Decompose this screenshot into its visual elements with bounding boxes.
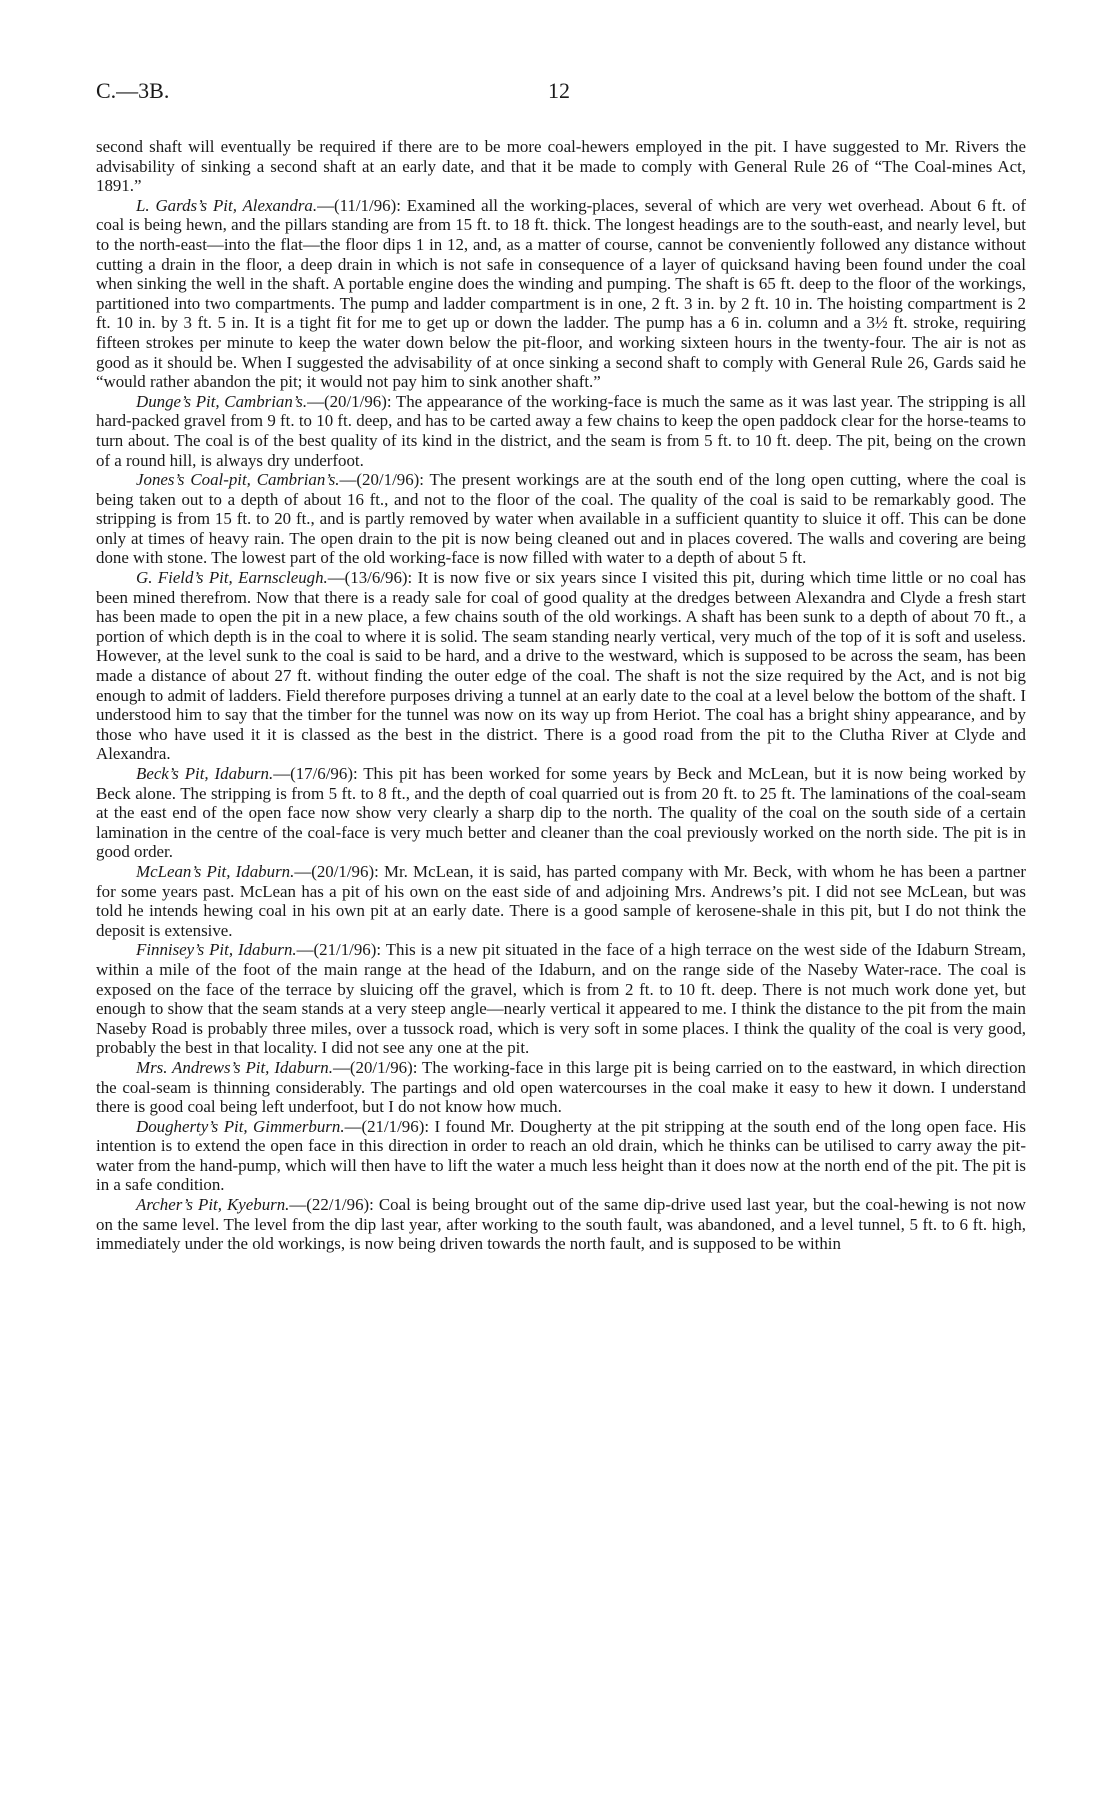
pit-report: —(11/1/96): Examined all the working-places, several of which are very wet overhead. About 6 ft. of coal is being hewn, and the pillars standing are from 15 ft. to 18 ft. thick. The longest headings are to the south-east, and nearly level, but to the north-east—into the flat—the floor dips 1 in 12, and, as a matter of course, cannot be conveniently followed any distance without cutting a drain in the floor, a deep drain in which is not safe in consequence of a layer of quicksand having been found under the coal when sinking the well in the shaft. A portable engine does the winding and pumping. The shaft is 65 ft. deep to the floor of the workings, partitioned into two compartments. The pump and ladder compartment is in one, 2 ft. 3 in. by 2 ft. 10 in. The hoisting compartment is 2 ft. 10 in. by 3 ft. 5 in. It is a tight fit for me to get up or down the ladder. The pump has a 6 in. column and a 3½ ft. stroke, requiring fifteen strokes per minute to keep the water down below the pit-floor, and working sixteen hours in the twenty-four. The air is not as good as it should be. When I suggested the advisability of at once sinking a second shaft to comply with General Rule 26, Gards said he “would rather abandon the pit; it would not pay him to sink another shaft.” [96, 195, 1026, 392]
pit-report: —(13/6/96): It is now five or six years since I visited this pit, during which time little or no coal has been mined therefrom. Now that there is a ready sale for coal of good quality at the dredges between Alexandra and Clyde a fresh start has been made to open the pit in a new place, a few chains south of the old workings. A shaft has been sunk to a depth of about 70 ft., a portion of which depth is in the coal to where it is solid. The seam standing nearly vertical, very much of the top of it is soft and useless. However, at the level sunk to the coal is said to be hard, and a drive to the westward, which is supposed to be across the seam, has been made a distance of about 27 ft. without finding the outer edge of the coal. The shaft is not the size required by the Act, and is not big enough to admit of ladders. Field therefore purposes driving a tunnel at an early date to the coal at a level below the bottom of the shaft. I understood him to say that the timber for the tunnel was now on its way up from Heriot. The coal has a bright shiny appearance, and by those who have used it it is classed as the best in the district. There is a good road from the pit to the Clutha River at Clyde and Alexandra. [96, 568, 1026, 764]
entry-field-pit [96, 568, 1026, 764]
entry-finnisey-pit [96, 940, 1026, 1058]
pit-report: —(20/1/96): The working-face in this large pit is being carried on to the eastward, in which direction the coal-seam is thinning considerably. The partings and old open watercourses in the coal make it easy to hew it down. I understand there is good coal being left underfoot, but I do not know how much. [96, 1057, 1026, 1117]
pit-report: —(21/1/96): I found Mr. Dougherty at the pit stripping at the south end of the long open face. His intention is to extend the open face in this direction in order to reach an old drain, which he thinks can be utilised to carry away the pit-water from the hand-pump, which will then have to lift the water a much less height than it does now at the north end of the pit. The pit is in a safe condition. [96, 1116, 1026, 1195]
pit-name: Dougherty’s Pit, Gimmerburn. [136, 1116, 345, 1136]
entry-andrews-pit [96, 1058, 1026, 1117]
pit-report: —(17/6/96): This pit has been worked for some years by Beck and McLean, but it is now being worked by Beck alone. The stripping is from 5 ft. to 8 ft., and the depth of coal quarried out is from 20 ft. to 25 ft. The laminations of the coal-seam at the east end of the open face now show very clearly a sharp dip to the north. The quality of the coal on the south side of a certain lamination in the centre of the coal-face is very much better and cleaner than the coal previously worked on the north side. The pit is in good order. [96, 764, 1026, 862]
continuation-paragraph: second shaft will eventually be required if there are to be more coal-hewers employed in the pit. I have suggested to Mr. Rivers the advisability of sinking a second shaft at an early date, and that it be made to comply with General Rule 26 of “The Coal-mines Act, 1891.” [96, 137, 1026, 196]
pit-name: Mrs. Andrews’s Pit, Idaburn. [136, 1057, 333, 1077]
pit-name: Finnisey’s Pit, Idaburn. [136, 940, 297, 960]
entry-beck-pit [96, 764, 1026, 862]
entry-mclean-pit [96, 862, 1026, 940]
pit-report: —(20/1/96): The appearance of the working-face is much the same as it was last year. The stripping is all hard-packed gravel from 9 ft. to 10 ft. deep, and has to be carted away a few chains to keep the open paddock clear for the horse-teams to turn about. The coal is of the best quality of its kind in the district, and the seam is from 5 ft. to 10 ft. deep. The pit, being on the crown of a round hill, is always dry underfoot. [96, 391, 1026, 470]
entry-dunge-pit [96, 392, 1026, 470]
pit-name: Dunge’s Pit, Cambrian’s. [136, 391, 308, 411]
pit-name: Archer’s Pit, Kyeburn. [136, 1195, 290, 1215]
pit-name: Jones’s Coal-pit, Cambrian’s. [136, 470, 340, 490]
entry-gards-pit [96, 196, 1026, 392]
pit-name: L. Gards’s Pit, Alexandra. [136, 195, 318, 215]
pit-name: McLean’s Pit, Idaburn. [136, 861, 295, 881]
report-code: C.—3B. [96, 78, 170, 103]
pit-name: G. Field’s Pit, Earnscleugh. [136, 568, 328, 588]
pit-report: —(20/1/96): Mr. McLean, it is said, has parted company with Mr. Beck, with whom he has been a partner for some years past. McLean has a pit of his own on the east side of and adjoining Mrs. Andrews’s pit. I did not see McLean, but was told he intends hewing coal in his own pit at an early date. There is a good sample of kerosene-shale in this pit, but I do not think the deposit is extensive. [96, 861, 1026, 940]
pit-report: —(22/1/96): Coal is being brought out of the same dip-drive used last year, but the coal-hewing is not now on the same level. The level from the dip last year, after working to the south fault, was abandoned, and a level tunnel, 5 ft. to 6 ft. high, immediately under the old workings, is now being driven towards the north fault, and is supposed to be within [96, 1195, 1026, 1254]
pit-report: —(20/1/96): The present workings are at the south end of the long open cutting, where the coal is being taken out to a depth of about 16 ft., and not to the floor of the coal. The quality of the coal is said to be remarkably good. The stripping is from 15 ft. to 20 ft., and is partly removed by water when available in a sufficient quantity to sluice it off. This can be done only at times of heavy rain. The open drain to the pit is now being cleaned out and in places covered. The walls and covering are being done with stone. The lowest part of the old working-face is now filled with water to a depth of about 5 ft. [96, 470, 1026, 568]
pit-name: Beck’s Pit, Idaburn. [136, 764, 274, 783]
report-body [96, 137, 1026, 1254]
page-header [96, 78, 1026, 114]
page-number: 12 [548, 78, 570, 103]
pit-report: —(21/1/96): This is a new pit situated in the face of a high terrace on the west side of the Idaburn Stream, within a mile of the foot of the main range at the head of the Idaburn, and on the range side of the Naseby Water-race. The coal is exposed on the face of the terrace by sluicing off the gravel, which is from 2 ft. to 10 ft. deep. There is not much work done yet, but enough to show that the seam stands at a very steep angle—nearly vertical it appeared to me. I think the distance to the pit from the main Naseby Road is probably three miles, over a tussock road, which is very soft in some places. I think the quality of the coal is very good, probably the best in that locality. I did not see any one at the pit. [96, 940, 1026, 1058]
entry-dougherty-pit [96, 1117, 1026, 1195]
entry-archer-pit [96, 1195, 1026, 1254]
entry-jones-pit [96, 470, 1026, 568]
